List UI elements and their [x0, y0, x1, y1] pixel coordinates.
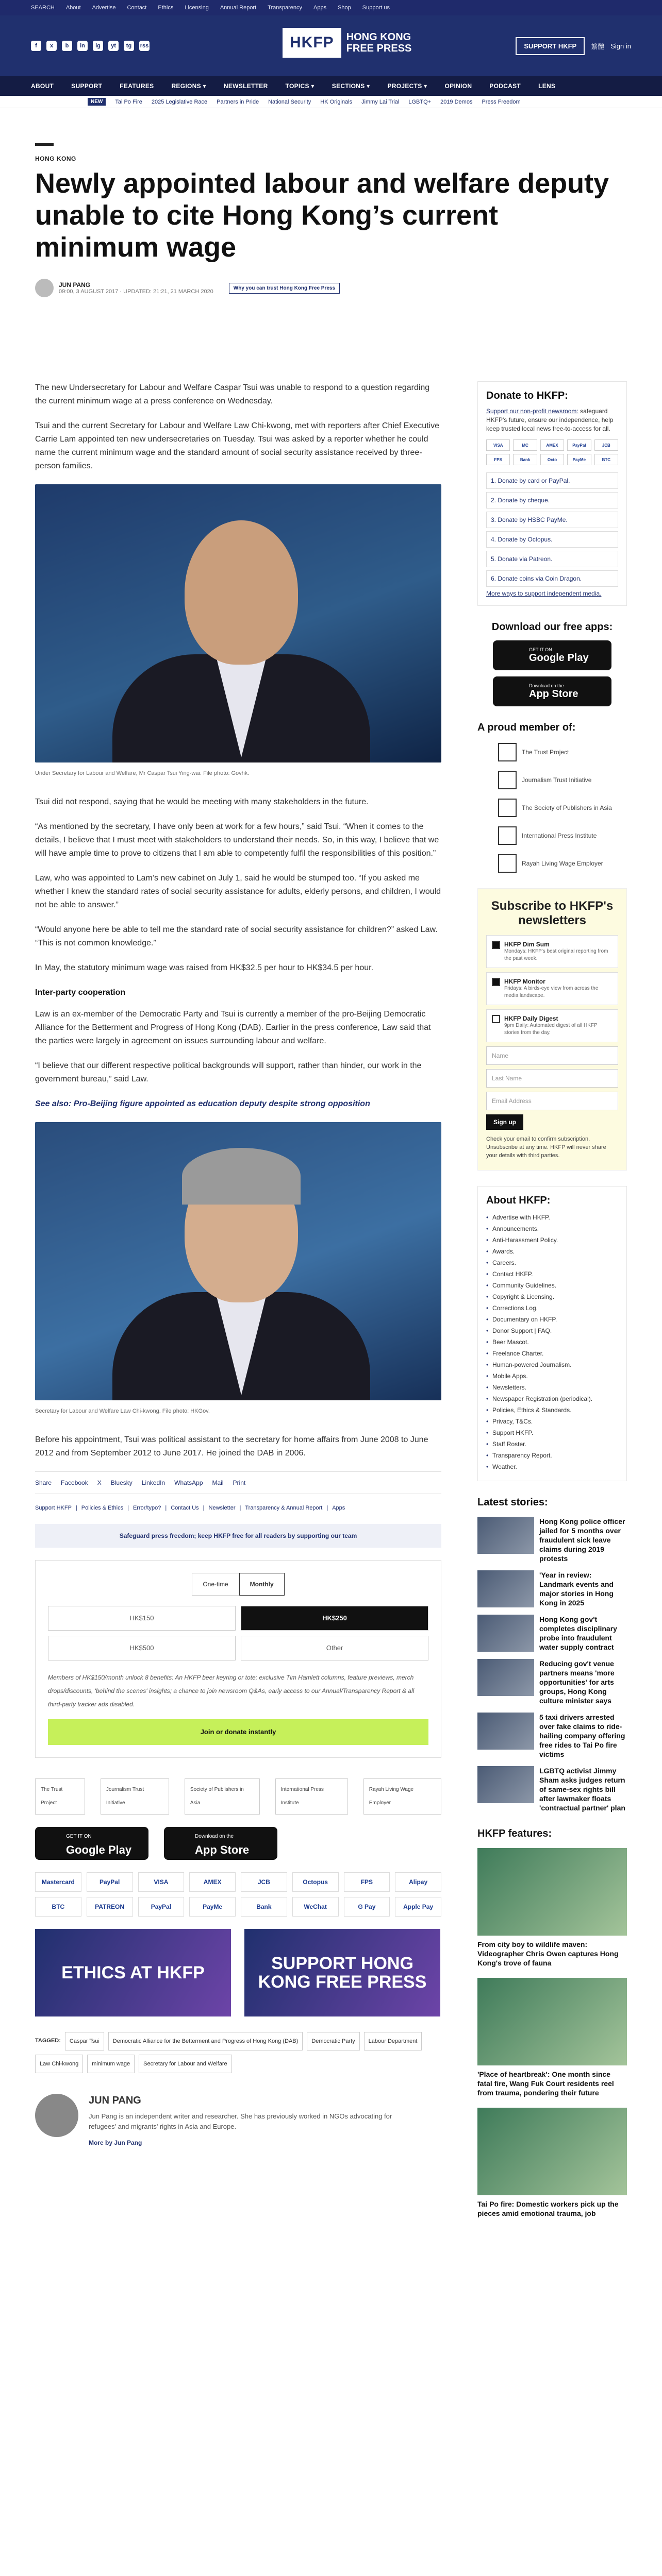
donate-title: Donate to HKFP: [486, 390, 568, 401]
donation-widget [35, 1560, 441, 1758]
utility-links [31, 5, 390, 11]
member-logo[interactable] [498, 743, 627, 761]
newsletter-name: HKFP Dim Sum [504, 941, 550, 948]
article-tags [35, 2032, 441, 2073]
badge-small: GET IT ON [66, 1834, 92, 1839]
utility-link[interactable]: Apps [313, 5, 327, 11]
nav-item[interactable]: FEATURES [120, 82, 154, 90]
site-header [0, 15, 662, 76]
newsletter-desc: Fridays: A birds-eye view from across the media landscape. [504, 986, 599, 998]
newsletter-option[interactable] [486, 1009, 618, 1042]
author-bio: Jun Pang is an independent writer and researcher. She has previously worked in NGOs advocating for refugees' and migrants' rights in Asia and Europe. [89, 2112, 392, 2130]
social-icon[interactable]: tg [124, 41, 134, 51]
google-play-badge[interactable] [35, 1827, 148, 1860]
badge-small: Download on the [529, 683, 564, 688]
sidebar-app-store[interactable] [493, 676, 611, 706]
payment-method[interactable]: BTC [594, 454, 618, 465]
share-bar [35, 1471, 441, 1494]
social-icons [31, 41, 150, 51]
share-label: Share [35, 1479, 52, 1486]
newsletter-signup [477, 888, 627, 1171]
photo-caption: Secretary for Labour and Welfare Law Chi-kwong. File photo: HKGov. [35, 1408, 210, 1414]
story-thumbnail[interactable] [477, 1659, 534, 1696]
features-title: HKFP features: [477, 1828, 552, 1839]
new-badge: NEW [88, 98, 106, 106]
tag-link[interactable]: Democratic Alliance for the Betterment and Progress of Hong Kong (DAB) [108, 2032, 303, 2050]
payment-logo[interactable]: Octopus [292, 1872, 339, 1892]
latest-story[interactable] [477, 1517, 627, 1563]
newsletter-desc: Mondays: HKFP's best original reporting from the past week. [504, 948, 608, 961]
title-rule [35, 143, 54, 146]
payment-logo[interactable]: Apple Pay [395, 1897, 441, 1917]
tag-link[interactable]: Law Chi-kwong [35, 2055, 83, 2073]
social-icon[interactable]: yt [108, 41, 119, 51]
payment-logo[interactable]: Bank [241, 1897, 287, 1917]
paragraph: “As mentioned by the secretary, I have only been at work for a few hours,” said Tsui. “When it comes to the details, I believe that I must meet with stakeholders to understand their needs. So, in this way, I believe that we will have ample time to prove to citizens that I am able to competently fulfil the responsibilities of this position.” [35, 822, 439, 858]
story-headline[interactable]: Hong Kong police officer jailed for 5 months over fraudulent sick leave claims during 2019 protests [539, 1517, 625, 1563]
name-field[interactable]: Name [486, 1046, 618, 1065]
policy-link[interactable]: Policies & Ethics [81, 1505, 124, 1511]
partner-logos [35, 1778, 441, 1815]
nav-item[interactable]: SUPPORT [71, 82, 103, 90]
about-link[interactable]: • Human-powered Journalism. [486, 1359, 618, 1370]
paragraph: Tsui and the current Secretary for Labour and Welfare Law Chi-kwong, met with reporters after Chief Executive Carrie Lam appointed ten new undersecretaries on Tuesday. Tsui was asked by a reporter whether he could name the current minimum wage and the standard amount of social security assistance received by three-person families. [35, 421, 440, 470]
tag-link[interactable]: Secretary for Labour and Welfare [139, 2055, 231, 2073]
utility-link[interactable]: Licensing [185, 5, 209, 11]
share-link[interactable]: Mail [212, 1479, 224, 1486]
byline [35, 279, 628, 297]
trending-link[interactable]: 2025 Legislative Race [151, 98, 208, 105]
payment-logo[interactable]: PayMe [189, 1897, 236, 1917]
donate-option[interactable]: 1. Donate by card or PayPal. [486, 472, 618, 489]
about-link[interactable]: • Donor Support | FAQ. [486, 1325, 618, 1336]
share-link[interactable]: X [97, 1479, 102, 1486]
badge-big: App Store [195, 1843, 250, 1856]
donate-option[interactable]: 6. Donate coins via Coin Dragon. [486, 570, 618, 587]
amount-option[interactable]: Other [241, 1636, 428, 1660]
payment-method[interactable]: AMEX [540, 439, 564, 451]
more-by-author-link[interactable]: More by Jun Pang [89, 2139, 142, 2146]
support-video[interactable]: SUPPORT HONG KONG FREE PRESS [244, 1929, 440, 2016]
share-link[interactable]: Facebook [61, 1479, 88, 1486]
policy-links [35, 1501, 441, 1515]
separator: | [239, 1505, 241, 1511]
newsletter-options [486, 935, 618, 1042]
donate-option[interactable]: 5. Donate via Patreon. [486, 551, 618, 567]
newsletter-option[interactable] [486, 935, 618, 968]
trending-link[interactable]: Tai Po Fire [115, 98, 142, 105]
utility-link[interactable]: About [65, 5, 81, 11]
ethics-video[interactable]: ETHICS AT HKFP [35, 1929, 231, 2016]
frequency-toggle [48, 1573, 428, 1596]
donate-option[interactable]: 3. Donate by HSBC PayMe. [486, 512, 618, 528]
member-logo-icon [498, 771, 517, 789]
paragraph: “Would anyone here be able to tell me the standard rate of social security assistance for children?” asked Law. “This is not common knowledge.” [35, 925, 438, 947]
payment-logo[interactable]: JCB [241, 1872, 287, 1892]
member-title: A proud member of: [477, 722, 576, 733]
about-link[interactable]: • Freelance Charter. [486, 1348, 618, 1359]
amount-option-selected[interactable]: HK$250 [241, 1606, 428, 1631]
utility-link[interactable]: Annual Report [220, 5, 257, 11]
social-icon[interactable]: ig [93, 41, 103, 51]
payment-method[interactable]: VISA [486, 439, 510, 451]
latest-story[interactable] [477, 1659, 627, 1705]
about-link[interactable]: • Careers. [486, 1257, 618, 1268]
sign-in-link[interactable]: Sign in [610, 42, 631, 50]
member-logos [477, 743, 627, 873]
utility-link[interactable]: Support us [362, 5, 390, 11]
nav-item[interactable]: TOPICS ▾ [285, 82, 315, 90]
language-toggle[interactable]: 繁體 [591, 43, 605, 50]
checkbox[interactable] [492, 1015, 500, 1023]
site-logo[interactable] [283, 28, 411, 58]
newsletter-option-text [504, 941, 613, 962]
utility-link[interactable]: Advertise [92, 5, 116, 11]
header-actions [516, 37, 631, 55]
story-thumbnail[interactable] [477, 1713, 534, 1750]
story-headline[interactable]: LGBTQ activist Jimmy Sham asks judges return of same-sex rights bill after lawmaker floats 'contractual partner' plan [539, 1767, 625, 1812]
about-list [486, 1212, 618, 1472]
paragraph: Before his appointment, Tsui was political assistant to the secretary for home affairs from June 2008 to June 2012 and from September 2012 to June 2017. He joined the DAB in 2006. [35, 1435, 428, 1458]
payment-method[interactable]: PayPal [567, 439, 591, 451]
payment-logo[interactable]: BTC [35, 1897, 81, 1917]
about-link[interactable]: • Transparency Report. [486, 1450, 618, 1461]
amount-options [48, 1606, 428, 1660]
subheading: Inter-party cooperation [35, 988, 126, 997]
about-link[interactable]: • Documentary on HKFP. [486, 1314, 618, 1325]
logo-text [346, 31, 412, 54]
donate-text-body: safeguard HKFP's future, ensure our independence, help keep trusted local news free-to-access for all. [486, 408, 614, 432]
membership-note: Members of HK$150/month unlock 8 benefits: An HKFP beer keyring or tote; exclusive Tim Hamlett columns, feature previews, merch drops/discounts, 'behind the scenes' insights; a chance to join newsroom Q&As, early access to our Annual/Transparency Report & all third-party tracker ads disabled. [48, 1674, 415, 1708]
article-title: Newly appointed labour and welfare deputy unable to cite Hong Kong’s current minimum wage [35, 168, 609, 263]
trending-link[interactable]: LGBTQ+ [408, 98, 432, 105]
social-icon[interactable]: b [62, 41, 72, 51]
member-name: Journalism Trust Initiative [522, 776, 592, 784]
about-link[interactable]: • Mobile Apps. [486, 1370, 618, 1382]
story-headline[interactable]: 'Year in review: Landmark events and major stories in Hong Kong in 2025 [539, 1571, 614, 1607]
share-link[interactable]: LinkedIn [141, 1479, 166, 1486]
about-link[interactable]: • Newspaper Registration (periodical). [486, 1393, 618, 1404]
tag-link[interactable]: Caspar Tsui [65, 2032, 104, 2050]
tags-label: TAGGED: [35, 2038, 61, 2044]
latest-story[interactable] [477, 1766, 627, 1812]
article-body [35, 381, 441, 2149]
latest-stories [477, 1517, 627, 1812]
payment-method[interactable]: Octo [540, 454, 564, 465]
social-icon[interactable]: f [31, 41, 41, 51]
feature-headline[interactable]: 'Place of heartbreak': One month since fatal fire, Wang Fuk Court residents reel from trauma, pondering their future [477, 2070, 614, 2097]
member-logo[interactable] [498, 799, 627, 817]
search-link[interactable]: SEARCH [31, 5, 55, 11]
about-link[interactable]: • Advertise with HKFP. [486, 1212, 618, 1223]
payment-logo[interactable]: AMEX [189, 1872, 236, 1892]
nav-item[interactable]: NEWSLETTER [223, 82, 268, 90]
publish-date: 09:00, 3 AUGUST 2017 · UPDATED: 21:21, 21 MARCH 2020 [59, 289, 213, 295]
author-avatar [35, 279, 54, 297]
byline-text [59, 281, 213, 295]
nav-item[interactable]: PODCAST [489, 82, 521, 90]
nav-item[interactable]: ABOUT [31, 82, 54, 90]
share-link[interactable]: WhatsApp [174, 1479, 203, 1486]
policy-link[interactable]: Contact Us [171, 1505, 199, 1511]
policy-link[interactable]: Newsletter [208, 1505, 236, 1511]
story-thumbnail[interactable] [477, 1766, 534, 1803]
about-link[interactable]: • Staff Roster. [486, 1438, 618, 1450]
amount-option[interactable]: HK$150 [48, 1606, 236, 1631]
nav-item[interactable]: SECTIONS ▾ [332, 82, 370, 90]
email-field[interactable]: Email Address [486, 1092, 618, 1110]
story-headline[interactable]: Reducing gov't venue partners means 'more opportunities' for arts groups, Hong Kong culture minister says [539, 1659, 615, 1705]
donate-text-link[interactable]: Support our non-profit newsroom: [486, 408, 578, 415]
story-headline[interactable]: Hong Kong gov't completes disciplinary probe into fraudulent water supply contract [539, 1615, 617, 1651]
last-name-field[interactable]: Last Name [486, 1069, 618, 1088]
badge-small: Download on the [195, 1834, 234, 1839]
feature-image[interactable] [477, 2108, 627, 2195]
trending-link[interactable]: Jimmy Lai Trial [361, 98, 400, 105]
story-headline[interactable]: 5 taxi drivers arrested over fake claims to ride-hailing company offering free rides to Tai Po fire victims [539, 1713, 625, 1758]
about-link[interactable]: • Contact HKFP. [486, 1268, 618, 1280]
one-time-option[interactable]: One-time [192, 1573, 239, 1596]
app-store-badge[interactable] [164, 1827, 277, 1860]
donate-panel [477, 381, 627, 606]
latest-story[interactable] [477, 1615, 627, 1652]
about-link[interactable]: • Newsletters. [486, 1382, 618, 1393]
payment-method[interactable]: FPS [486, 454, 510, 465]
logo-mark: HKFP [283, 28, 341, 58]
feature-stories [477, 1848, 627, 2218]
payment-logo[interactable]: FPS [344, 1872, 390, 1892]
feature-headline[interactable]: From city boy to wildlife maven: Videographer Chris Owen captures Hong Kong's trove of fauna [477, 1940, 619, 1967]
about-link[interactable]: • Beer Mascot. [486, 1336, 618, 1348]
member-logo-icon [498, 743, 517, 761]
trust-link[interactable]: Why you can trust Hong Kong Free Press [229, 283, 340, 294]
payment-logo[interactable]: Alipay [395, 1872, 441, 1892]
trending-link[interactable]: Partners in Pride [217, 98, 259, 105]
nav-item[interactable]: LENS [538, 82, 556, 90]
author-box-text [89, 2094, 398, 2149]
amount-option[interactable]: HK$500 [48, 1636, 236, 1660]
see-also-link[interactable]: See also: Pro-Beijing figure appointed as education deputy despite strong opposition [35, 1099, 370, 1108]
utility-link[interactable]: Ethics [158, 5, 174, 11]
partner-logo[interactable]: The Trust Project [35, 1778, 85, 1815]
partner-logo[interactable]: International Press Institute [275, 1778, 348, 1815]
feature-story[interactable] [477, 1848, 627, 1968]
partner-logo[interactable]: Society of Publishers in Asia [185, 1778, 260, 1815]
member-name: Rayah Living Wage Employer [522, 860, 603, 867]
author-box-name[interactable]: JUN PANG [89, 2095, 141, 2106]
author-box-avatar [35, 2094, 78, 2137]
about-panel [477, 1186, 627, 1481]
promo-videos [35, 1929, 441, 2016]
paragraph: Law is an ex-member of the Democratic Party and Tsui is currently a member of the pro-Beijing Democratic Alliance for the Betterment and Progress of Hong Kong (DAB). Earlier in the press conference, Law said that the parties were largely in agreement on issues surrounding labour and welfare. [35, 1010, 431, 1045]
nav-item[interactable]: PROJECTS ▾ [387, 82, 427, 90]
sidebar [477, 381, 627, 2228]
payment-method[interactable]: Bank [513, 454, 537, 465]
donate-button[interactable]: Join or donate instantly [48, 1719, 428, 1745]
badge-big: App Store [529, 688, 578, 700]
nav-item[interactable]: REGIONS ▾ [171, 82, 206, 90]
sidebar-google-play[interactable] [493, 640, 611, 670]
feature-image[interactable] [477, 1978, 627, 2065]
trending-link[interactable]: National Security [268, 98, 311, 105]
checkbox-checked[interactable] [492, 978, 500, 986]
member-logo-icon [498, 799, 517, 817]
trending-link[interactable]: 2019 Demos [440, 98, 473, 105]
story-thumbnail[interactable] [477, 1615, 534, 1652]
photo-caption: Under Secretary for Labour and Welfare, Mr Caspar Tsui Ying-wai. File photo: Govhk. [35, 770, 250, 776]
badge-big: Google Play [66, 1843, 132, 1856]
payment-logo[interactable]: VISA [138, 1872, 185, 1892]
logo-text-line-1: HONG KONG [346, 31, 411, 43]
feature-story[interactable] [477, 1978, 627, 2097]
story-thumbnail[interactable] [477, 1517, 534, 1554]
member-logo[interactable] [498, 854, 627, 873]
utility-link[interactable]: Contact [127, 5, 147, 11]
social-icon[interactable]: in [77, 41, 88, 51]
about-link[interactable]: • Awards. [486, 1246, 618, 1257]
newsletter-note: Check your email to confirm subscription. Unsubscribe at any time. HKFP will never share your details with third parties. [486, 1136, 606, 1159]
member-logo[interactable] [498, 771, 627, 789]
policy-link[interactable]: Apps [332, 1505, 345, 1511]
trending-link[interactable]: Press Freedom [482, 98, 521, 105]
sign-up-button[interactable]: Sign up [486, 1114, 523, 1130]
payment-logo[interactable]: WeChat [292, 1897, 339, 1917]
social-icon[interactable]: x [46, 41, 57, 51]
nav-item[interactable]: OPINION [444, 82, 472, 90]
feature-image[interactable] [477, 1848, 627, 1936]
partner-logo[interactable]: Journalism Trust Initiative [101, 1778, 169, 1815]
utility-bar [0, 0, 662, 15]
separator: | [203, 1505, 205, 1511]
donate-option[interactable]: 2. Donate by cheque. [486, 492, 618, 509]
policy-link[interactable]: Error/typo? [133, 1505, 161, 1511]
paragraph: Tsui did not respond, saying that he would be meeting with many stakeholders in the future. [35, 798, 369, 806]
about-link[interactable]: • Copyright & Licensing. [486, 1291, 618, 1302]
main-navigation [0, 76, 662, 96]
separator: | [165, 1505, 167, 1511]
newsletter-name: HKFP Monitor [504, 978, 545, 985]
social-icon[interactable]: rss [139, 41, 150, 51]
payment-logo[interactable]: Mastercard [35, 1872, 81, 1892]
partner-logo[interactable]: Rayah Living Wage Employer [363, 1778, 441, 1815]
author-name[interactable]: JUN PANG [59, 281, 91, 289]
trending-bar [0, 96, 662, 108]
support-banner[interactable]: Safeguard press freedom; keep HKFP free for all readers by supporting our team [35, 1524, 441, 1548]
feature-story[interactable] [477, 2108, 627, 2218]
payment-methods [35, 1872, 441, 1917]
member-logo-icon [498, 854, 517, 873]
trending-link[interactable]: HK Originals [320, 98, 353, 105]
separator: | [326, 1505, 328, 1511]
member-logo[interactable] [498, 826, 627, 845]
article-photo-law [35, 1122, 441, 1400]
tag-link[interactable]: Labour Department [364, 2032, 422, 2050]
article-header [35, 143, 628, 313]
feature-headline[interactable]: Tai Po fire: Domestic workers pick up the pieces amid emotional trauma, job [477, 2200, 619, 2217]
badge-small: GET IT ON [529, 647, 552, 652]
paragraph: The new Undersecretary for Labour and Welfare Caspar Tsui was unable to respond to a question regarding the current minimum wage at a press conference on Wednesday. [35, 383, 430, 405]
member-name: The Trust Project [522, 749, 569, 756]
about-link[interactable]: • Anti-Harassment Policy. [486, 1234, 618, 1246]
payment-logo[interactable]: PayPal [87, 1872, 133, 1892]
donate-methods [486, 439, 618, 465]
payment-method[interactable]: MC [513, 439, 537, 451]
payment-method[interactable]: PayMe [567, 454, 591, 465]
about-link[interactable]: • Corrections Log. [486, 1302, 618, 1314]
more-ways-link[interactable]: More ways to support independent media. [486, 590, 602, 597]
newsletter-option-text [504, 1015, 613, 1037]
paragraph: In May, the statutory minimum wage was raised from HK$32.5 per hour to HK$34.5 per hour. [35, 963, 374, 972]
about-link[interactable]: • Weather. [486, 1461, 618, 1472]
tag-link[interactable]: Democratic Party [307, 2032, 359, 2050]
apps-title: Download our free apps: [491, 621, 613, 633]
newsletter-title: Subscribe to HKFP's newsletters [491, 899, 614, 927]
member-logo-icon [498, 826, 517, 845]
separator: | [75, 1505, 77, 1511]
app-badges [35, 1827, 441, 1860]
policy-link[interactable]: Transparency & Annual Report [245, 1505, 323, 1511]
member-name: The Society of Publishers in Asia [522, 804, 612, 811]
about-link[interactable]: • Policies, Ethics & Standards. [486, 1404, 618, 1416]
logo-text-line-2: FREE PRESS [346, 43, 412, 54]
about-link[interactable]: • Support HKFP. [486, 1427, 618, 1438]
donate-options [486, 472, 618, 587]
about-link[interactable]: • Announcements. [486, 1223, 618, 1234]
story-thumbnail[interactable] [477, 1570, 534, 1607]
newsletter-desc: 9pm Daily: Automated digest of all HKFP stories from the day. [504, 1023, 598, 1036]
support-hkfp-button[interactable]: SUPPORT HKFP [516, 37, 585, 55]
utility-link[interactable]: Transparency [268, 5, 302, 11]
payment-logo[interactable]: G Pay [344, 1897, 390, 1917]
about-title: About HKFP: [486, 1195, 551, 1206]
checkbox-checked[interactable] [492, 941, 500, 949]
tag-link[interactable]: minimum wage [87, 2055, 135, 2073]
member-name: International Press Institute [522, 832, 597, 839]
policy-link[interactable]: Support HKFP [35, 1505, 72, 1511]
latest-story[interactable] [477, 1570, 627, 1607]
share-link[interactable]: Print [233, 1479, 246, 1486]
donate-text [486, 407, 618, 433]
newsletter-option-text [504, 978, 613, 999]
utility-link[interactable]: Shop [338, 5, 351, 11]
paragraph: Law, who was appointed to Lam’s new cabinet on July 1, said he would be stumped too. “If you asked me whether I knew the standard rates of social security assistance for adults, elderly persons, and children, I would not be able to answer.” [35, 874, 441, 909]
article-category[interactable]: HONG KONG [35, 155, 76, 162]
badge-big: Google Play [529, 652, 589, 664]
share-link[interactable]: Bluesky [110, 1479, 133, 1486]
about-link[interactable]: • Community Guidelines. [486, 1280, 618, 1291]
article-photo-tsui [35, 484, 441, 762]
donate-option[interactable]: 4. Donate by Octopus. [486, 531, 618, 548]
monthly-option[interactable]: Monthly [239, 1573, 285, 1596]
about-link[interactable]: • Privacy, T&Cs. [486, 1416, 618, 1427]
separator: | [127, 1505, 129, 1511]
newsletter-option[interactable] [486, 972, 618, 1005]
author-box [35, 2094, 441, 2149]
newsletter-name: HKFP Daily Digest [504, 1015, 558, 1022]
payment-logo[interactable]: PATREON [87, 1897, 133, 1917]
payment-logo[interactable]: PayPal [138, 1897, 185, 1917]
payment-method[interactable]: JCB [594, 439, 618, 451]
paragraph: “I believe that our different respective political backgrounds will support, rather than hinder, our work in the government bureau,” said Law. [35, 1061, 422, 1083]
latest-story[interactable] [477, 1713, 627, 1759]
latest-title: Latest stories: [477, 1497, 548, 1508]
